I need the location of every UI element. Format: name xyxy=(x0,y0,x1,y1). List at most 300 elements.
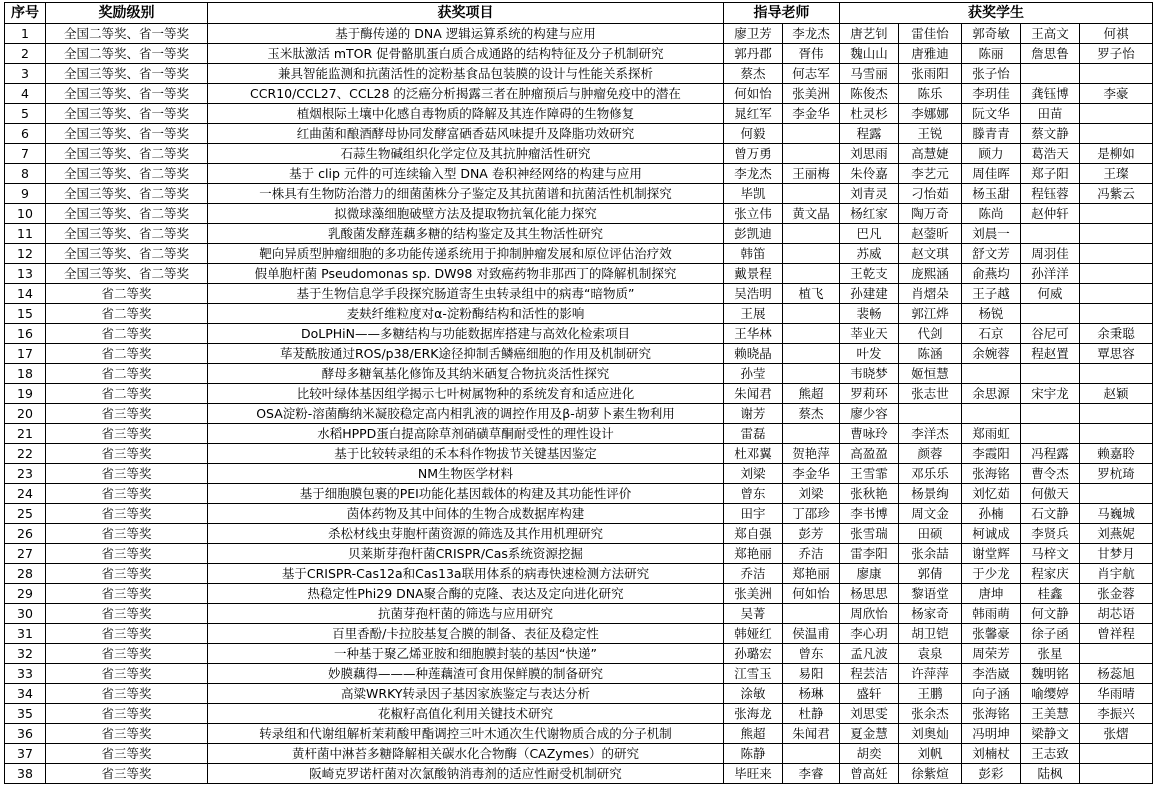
row-number: 9 xyxy=(5,184,46,204)
student-1: 张秋艳 xyxy=(840,484,899,504)
advisor-1: 江雪玉 xyxy=(724,664,783,684)
advisor-1: 陈静 xyxy=(724,744,783,764)
project-title: 基于酶传递的 DNA 逻辑运算系统的构建与应用 xyxy=(208,24,724,44)
advisor-1: 晁红军 xyxy=(724,104,783,124)
award-level: 省二等奖 xyxy=(46,384,208,404)
student-3: 于少龙 xyxy=(962,564,1021,584)
student-5 xyxy=(1080,484,1153,504)
table-row xyxy=(5,264,1153,284)
project-title: CCR10/CCL27、CCL28 的泛癌分析揭露三者在肿瘤预后与肿瘤免疫中的潜在 xyxy=(208,84,724,104)
award-level: 全国二等奖、省一等奖 xyxy=(46,24,208,44)
header-level: 奖励级别 xyxy=(46,3,208,24)
table-row xyxy=(5,24,1153,44)
award-level: 全国三等奖、省二等奖 xyxy=(46,144,208,164)
award-level: 全国三等奖、省一等奖 xyxy=(46,124,208,144)
student-1: 李心玥 xyxy=(840,624,899,644)
award-level: 全国三等奖、省二等奖 xyxy=(46,184,208,204)
project-title: 拟微球藻细胞破壁方法及提取物抗氧化能力探究 xyxy=(208,204,724,224)
student-1: 刘思雨 xyxy=(840,144,899,164)
advisor-2: 熊超 xyxy=(783,384,840,404)
advisor-2: 杨琳 xyxy=(783,684,840,704)
advisor-2 xyxy=(783,224,840,244)
student-5 xyxy=(1080,644,1153,664)
student-1: 杨红家 xyxy=(840,204,899,224)
student-3: 李浩崴 xyxy=(962,664,1021,684)
student-4: 曹令杰 xyxy=(1021,464,1080,484)
student-1: 雷李阳 xyxy=(840,544,899,564)
student-3 xyxy=(962,404,1021,424)
student-2: 王鹏 xyxy=(899,684,962,704)
student-5: 罗子怡 xyxy=(1080,44,1153,64)
student-2: 刘帆 xyxy=(899,744,962,764)
advisor-1: 蔡杰 xyxy=(724,64,783,84)
advisor-2: 李龙杰 xyxy=(783,24,840,44)
student-5 xyxy=(1080,264,1153,284)
student-4: 王高文 xyxy=(1021,24,1080,44)
student-3: 张海铭 xyxy=(962,464,1021,484)
advisor-2 xyxy=(783,424,840,444)
advisor-2: 何志军 xyxy=(783,64,840,84)
student-1: 孟凡波 xyxy=(840,644,899,664)
row-number: 16 xyxy=(5,324,46,344)
student-5: 罗杭琦 xyxy=(1080,464,1153,484)
student-4: 郑子阳 xyxy=(1021,164,1080,184)
project-title: 抗菌芽孢杆菌的筛选与应用研究 xyxy=(208,604,724,624)
advisor-2: 刘梁 xyxy=(783,484,840,504)
student-1: 程芸洁 xyxy=(840,664,899,684)
advisor-1: 何毅 xyxy=(724,124,783,144)
student-5: 余秉聪 xyxy=(1080,324,1153,344)
student-4 xyxy=(1021,364,1080,384)
student-3: 石京 xyxy=(962,324,1021,344)
student-3: 杨玉甜 xyxy=(962,184,1021,204)
project-title: 转录组和代谢组解析茉莉酸甲酯调控三叶木通次生代谢物质合成的分子机制 xyxy=(208,724,724,744)
row-number: 30 xyxy=(5,604,46,624)
row-number: 26 xyxy=(5,524,46,544)
table-row xyxy=(5,664,1153,684)
student-4: 龚钰博 xyxy=(1021,84,1080,104)
award-level: 省二等奖 xyxy=(46,304,208,324)
student-2: 田硕 xyxy=(899,524,962,544)
student-1: 孙建建 xyxy=(840,284,899,304)
table-row xyxy=(5,144,1153,164)
student-2: 郭江烨 xyxy=(899,304,962,324)
student-1: 胡奕 xyxy=(840,744,899,764)
student-5: 赵颖 xyxy=(1080,384,1153,404)
advisor-1: 赖晓晶 xyxy=(724,344,783,364)
student-2: 杨家奇 xyxy=(899,604,962,624)
student-2: 王锐 xyxy=(899,124,962,144)
student-1: 裴畅 xyxy=(840,304,899,324)
student-1: 李书博 xyxy=(840,504,899,524)
project-title: 假单胞杆菌 Pseudomonas sp. DW98 对致癌药物非那西丁的降解机制探究 xyxy=(208,264,724,284)
student-2: 高慧婕 xyxy=(899,144,962,164)
student-4: 何文静 xyxy=(1021,604,1080,624)
project-title: 百里香酚/卡拉胶基复合膜的制备、表征及稳定性 xyxy=(208,624,724,644)
table-row xyxy=(5,324,1153,344)
row-number: 22 xyxy=(5,444,46,464)
award-level: 全国三等奖、省二等奖 xyxy=(46,164,208,184)
award-level: 省三等奖 xyxy=(46,604,208,624)
advisor-2: 曾东 xyxy=(783,644,840,664)
student-2: 周文金 xyxy=(899,504,962,524)
student-4: 程钰蓉 xyxy=(1021,184,1080,204)
student-2: 刘奥灿 xyxy=(899,724,962,744)
student-3: 李玥佳 xyxy=(962,84,1021,104)
advisor-2 xyxy=(783,744,840,764)
student-5: 肖宇航 xyxy=(1080,564,1153,584)
award-level: 全国三等奖、省一等奖 xyxy=(46,64,208,84)
student-4: 王美慧 xyxy=(1021,704,1080,724)
student-1: 刘思雯 xyxy=(840,704,899,724)
student-1: 张雪瑞 xyxy=(840,524,899,544)
table-row xyxy=(5,244,1153,264)
project-title: 基于细胞膜包裹的PEI功能化基因载体的构建及其功能性评价 xyxy=(208,484,724,504)
advisor-2 xyxy=(783,244,840,264)
student-3: 郭奇敏 xyxy=(962,24,1021,44)
header-students: 获奖学生 xyxy=(840,3,1153,24)
student-3: 舒文芳 xyxy=(962,244,1021,264)
award-level: 省三等奖 xyxy=(46,764,208,784)
advisor-2: 杜静 xyxy=(783,704,840,724)
advisor-1: 何如怡 xyxy=(724,84,783,104)
award-level: 全国三等奖、省二等奖 xyxy=(46,264,208,284)
advisor-1: 廖卫芳 xyxy=(724,24,783,44)
row-number: 11 xyxy=(5,224,46,244)
row-number: 36 xyxy=(5,724,46,744)
student-1: 曾高妊 xyxy=(840,764,899,784)
project-title: 玉米肽激活 mTOR 促骨骼肌蛋白质合成通路的结构特征及分子机制研究 xyxy=(208,44,724,64)
award-level: 省三等奖 xyxy=(46,424,208,444)
student-2: 张志世 xyxy=(899,384,962,404)
project-title: 一株具有生物防治潜力的细菌菌株分子鉴定及其抗菌谱和抗菌活性机制探究 xyxy=(208,184,724,204)
advisor-2: 张美洲 xyxy=(783,84,840,104)
advisor-2: 彭芳 xyxy=(783,524,840,544)
student-5 xyxy=(1080,364,1153,384)
student-4: 魏明铭 xyxy=(1021,664,1080,684)
row-number: 23 xyxy=(5,464,46,484)
project-title: 麦麸纤维粒度对α-淀粉酶结构和活性的影响 xyxy=(208,304,724,324)
row-number: 31 xyxy=(5,624,46,644)
advisor-1: 谢芳 xyxy=(724,404,783,424)
student-2: 刁怡茹 xyxy=(899,184,962,204)
student-4 xyxy=(1021,304,1080,324)
advisor-2: 乔洁 xyxy=(783,544,840,564)
student-2: 张余杰 xyxy=(899,704,962,724)
student-5 xyxy=(1080,284,1153,304)
row-number: 29 xyxy=(5,584,46,604)
student-5: 胡芯语 xyxy=(1080,604,1153,624)
student-5 xyxy=(1080,304,1153,324)
award-level: 全国三等奖、省二等奖 xyxy=(46,204,208,224)
student-4: 陆枫 xyxy=(1021,764,1080,784)
student-2: 郭倩 xyxy=(899,564,962,584)
advisor-1: 曾东 xyxy=(724,484,783,504)
advisor-1: 毕旺来 xyxy=(724,764,783,784)
advisor-2: 侯温甫 xyxy=(783,624,840,644)
table-row xyxy=(5,44,1153,64)
advisor-1: 王华林 xyxy=(724,324,783,344)
project-title: 靶向异质型肿瘤细胞的多功能传递系统用于抑制肿瘤发展和原位评估治疗效 xyxy=(208,244,724,264)
project-title: 石蒜生物碱组织化学定位及其抗肿瘤活性研究 xyxy=(208,144,724,164)
advisor-1: 韩娅红 xyxy=(724,624,783,644)
student-3: 顾力 xyxy=(962,144,1021,164)
student-1: 刘青灵 xyxy=(840,184,899,204)
student-3: 周佳晖 xyxy=(962,164,1021,184)
student-1: 杨思思 xyxy=(840,584,899,604)
student-2: 颜蓉 xyxy=(899,444,962,464)
header-project: 获奖项目 xyxy=(208,3,724,24)
student-2: 赵蓥昕 xyxy=(899,224,962,244)
student-3: 张子怡 xyxy=(962,64,1021,84)
advisor-2 xyxy=(783,264,840,284)
student-4: 梁静文 xyxy=(1021,724,1080,744)
student-2: 赵文琪 xyxy=(899,244,962,264)
advisor-2 xyxy=(783,344,840,364)
student-3: 谢堂辉 xyxy=(962,544,1021,564)
student-4: 冯程露 xyxy=(1021,444,1080,464)
student-3: 彭彩 xyxy=(962,764,1021,784)
table-row xyxy=(5,644,1153,664)
student-5 xyxy=(1080,424,1153,444)
row-number: 21 xyxy=(5,424,46,444)
row-number: 1 xyxy=(5,24,46,44)
project-title: 基于比较转录组的禾本科作物拔节关键基因鉴定 xyxy=(208,444,724,464)
student-2: 张雨阳 xyxy=(899,64,962,84)
advisor-2: 黄文晶 xyxy=(783,204,840,224)
student-1: 夏金慧 xyxy=(840,724,899,744)
student-5 xyxy=(1080,244,1153,264)
advisor-1: 涂敏 xyxy=(724,684,783,704)
award-level: 全国三等奖、省二等奖 xyxy=(46,244,208,264)
student-3: 杨锐 xyxy=(962,304,1021,324)
award-level: 省三等奖 xyxy=(46,624,208,644)
advisor-2 xyxy=(783,124,840,144)
student-4: 葛浩天 xyxy=(1021,144,1080,164)
student-3: 陈尚 xyxy=(962,204,1021,224)
advisor-2: 李金华 xyxy=(783,104,840,124)
header-advisor: 指导老师 xyxy=(724,3,840,24)
student-2: 陈乐 xyxy=(899,84,962,104)
student-2: 黎语堂 xyxy=(899,584,962,604)
student-1: 叶发 xyxy=(840,344,899,364)
student-5 xyxy=(1080,224,1153,244)
table-row xyxy=(5,164,1153,184)
row-number: 37 xyxy=(5,744,46,764)
student-3: 孙楠 xyxy=(962,504,1021,524)
student-4: 徐子函 xyxy=(1021,624,1080,644)
table-row xyxy=(5,544,1153,564)
advisor-1: 戴景程 xyxy=(724,264,783,284)
table-body xyxy=(5,24,1153,784)
student-4: 田苗 xyxy=(1021,104,1080,124)
student-1: 莘业天 xyxy=(840,324,899,344)
student-3: 张海铭 xyxy=(962,704,1021,724)
advisor-1: 孙璐宏 xyxy=(724,644,783,664)
student-5: 华雨晴 xyxy=(1080,684,1153,704)
table-row xyxy=(5,224,1153,244)
row-number: 38 xyxy=(5,764,46,784)
advisor-1: 曾万勇 xyxy=(724,144,783,164)
student-4 xyxy=(1021,404,1080,424)
student-3 xyxy=(962,364,1021,384)
advisor-1: 彭凯迪 xyxy=(724,224,783,244)
table-row xyxy=(5,184,1153,204)
student-3: 陈丽 xyxy=(962,44,1021,64)
awards-table xyxy=(4,2,1153,784)
project-title: 妙膜藕得———种莲藕渣可食用保鲜膜的制备研究 xyxy=(208,664,724,684)
table-row xyxy=(5,404,1153,424)
student-2: 李娜娜 xyxy=(899,104,962,124)
student-3: 李霞阳 xyxy=(962,444,1021,464)
student-4: 蔡文静 xyxy=(1021,124,1080,144)
student-1: 周欣怡 xyxy=(840,604,899,624)
student-3: 王子越 xyxy=(962,284,1021,304)
student-5 xyxy=(1080,744,1153,764)
table-row xyxy=(5,624,1153,644)
student-3: 滕青青 xyxy=(962,124,1021,144)
student-2: 李艺元 xyxy=(899,164,962,184)
student-5 xyxy=(1080,124,1153,144)
project-title: 荜茇酰胺通过ROS/p38/ERK途径抑制舌鳞癌细胞的作用及机制研究 xyxy=(208,344,724,364)
student-2: 陶万奇 xyxy=(899,204,962,224)
project-title: 乳酸菌发酵莲藕多糖的结构鉴定及其生物活性研究 xyxy=(208,224,724,244)
student-2: 唐雅迪 xyxy=(899,44,962,64)
project-title: 贝莱斯芽孢杆菌CRISPR/Cas系统资源挖掘 xyxy=(208,544,724,564)
student-2: 李洋杰 xyxy=(899,424,962,444)
table-row xyxy=(5,564,1153,584)
student-1: 廖康 xyxy=(840,564,899,584)
project-title: 茵体药物及其中间体的生物合成数据库构建 xyxy=(208,504,724,524)
student-3: 俞燕均 xyxy=(962,264,1021,284)
student-4: 张星 xyxy=(1021,644,1080,664)
advisor-1: 刘梁 xyxy=(724,464,783,484)
table-row xyxy=(5,444,1153,464)
table-row xyxy=(5,584,1153,604)
student-3: 向子涵 xyxy=(962,684,1021,704)
table-row xyxy=(5,604,1153,624)
project-title: 阪崎克罗诺杆菌对次氯酸钠消毒剂的适应性耐受机制研究 xyxy=(208,764,724,784)
table-row xyxy=(5,684,1153,704)
student-4: 程赵置 xyxy=(1021,344,1080,364)
table-row xyxy=(5,64,1153,84)
row-number: 5 xyxy=(5,104,46,124)
student-2: 袁泉 xyxy=(899,644,962,664)
table-row xyxy=(5,484,1153,504)
project-title: 高粱WRKY转录因子基因家族鉴定与表达分析 xyxy=(208,684,724,704)
student-1: 曹咏玲 xyxy=(840,424,899,444)
student-2: 姬恒慧 xyxy=(899,364,962,384)
project-title: 基于 clip 元件的可连续输入型 DNA 卷积神经网络的构建与应用 xyxy=(208,164,724,184)
student-4: 谷尼可 xyxy=(1021,324,1080,344)
table-row xyxy=(5,284,1153,304)
advisor-2: 贺艳萍 xyxy=(783,444,840,464)
advisor-2 xyxy=(783,144,840,164)
table-row xyxy=(5,384,1153,404)
project-title: 热稳定性Phi29 DNA聚合酶的克隆、表达及定向进化研究 xyxy=(208,584,724,604)
student-4: 孙洋洋 xyxy=(1021,264,1080,284)
project-title: 红曲菌和酿酒酵母协同发酵富硒香菇风味提升及降脂功效研究 xyxy=(208,124,724,144)
student-3: 柯诚成 xyxy=(962,524,1021,544)
row-number: 25 xyxy=(5,504,46,524)
table-row xyxy=(5,344,1153,364)
award-level: 省三等奖 xyxy=(46,724,208,744)
table-row xyxy=(5,744,1153,764)
advisor-2 xyxy=(783,604,840,624)
table-row xyxy=(5,504,1153,524)
student-3: 周荣芳 xyxy=(962,644,1021,664)
advisor-1: 乔洁 xyxy=(724,564,783,584)
student-4: 何威 xyxy=(1021,284,1080,304)
student-5 xyxy=(1080,764,1153,784)
student-5: 覃思容 xyxy=(1080,344,1153,364)
student-4: 王志致 xyxy=(1021,744,1080,764)
student-5 xyxy=(1080,64,1153,84)
student-5: 甘梦月 xyxy=(1080,544,1153,564)
student-2: 杨景绚 xyxy=(899,484,962,504)
project-title: 基于生物信息学手段探究肠道寄生虫转录组中的病毒“暗物质” xyxy=(208,284,724,304)
advisor-2 xyxy=(783,184,840,204)
advisor-2: 朱闻君 xyxy=(783,724,840,744)
project-title: 酵母多糖氧基化修饰及其纳米硒复合物抗炎活性探究 xyxy=(208,364,724,384)
student-4: 程家庆 xyxy=(1021,564,1080,584)
student-2 xyxy=(899,404,962,424)
advisor-2: 王丽梅 xyxy=(783,164,840,184)
advisor-2: 李金华 xyxy=(783,464,840,484)
student-5: 曾祥程 xyxy=(1080,624,1153,644)
student-4: 马梓文 xyxy=(1021,544,1080,564)
student-5: 王璨 xyxy=(1080,164,1153,184)
student-1: 朱伶嘉 xyxy=(840,164,899,184)
header-no: 序号 xyxy=(5,3,46,24)
advisor-1: 郑艳丽 xyxy=(724,544,783,564)
student-4: 赵仲轩 xyxy=(1021,204,1080,224)
advisor-2: 易阳 xyxy=(783,664,840,684)
award-level: 省三等奖 xyxy=(46,644,208,664)
advisor-1: 郭丹郡 xyxy=(724,44,783,64)
table-row xyxy=(5,84,1153,104)
student-5: 何祺 xyxy=(1080,24,1153,44)
advisor-2 xyxy=(783,324,840,344)
student-5: 刘燕妮 xyxy=(1080,524,1153,544)
student-1: 盛轩 xyxy=(840,684,899,704)
student-5: 李振兴 xyxy=(1080,704,1153,724)
table-row xyxy=(5,764,1153,784)
table-row xyxy=(5,424,1153,444)
advisor-1: 张立伟 xyxy=(724,204,783,224)
award-level: 省三等奖 xyxy=(46,704,208,724)
student-4: 何傲天 xyxy=(1021,484,1080,504)
student-5 xyxy=(1080,104,1153,124)
student-5 xyxy=(1080,404,1153,424)
student-4 xyxy=(1021,64,1080,84)
row-number: 14 xyxy=(5,284,46,304)
award-level: 省二等奖 xyxy=(46,364,208,384)
student-4: 李贤兵 xyxy=(1021,524,1080,544)
student-3: 刘楠杖 xyxy=(962,744,1021,764)
row-number: 19 xyxy=(5,384,46,404)
student-4: 宋宇龙 xyxy=(1021,384,1080,404)
row-number: 10 xyxy=(5,204,46,224)
advisor-1: 熊超 xyxy=(724,724,783,744)
student-5 xyxy=(1080,204,1153,224)
student-3: 刘忆茹 xyxy=(962,484,1021,504)
student-5: 张熠 xyxy=(1080,724,1153,744)
student-3: 唐坤 xyxy=(962,584,1021,604)
row-number: 33 xyxy=(5,664,46,684)
award-level: 省二等奖 xyxy=(46,344,208,364)
advisor-1: 李龙杰 xyxy=(724,164,783,184)
